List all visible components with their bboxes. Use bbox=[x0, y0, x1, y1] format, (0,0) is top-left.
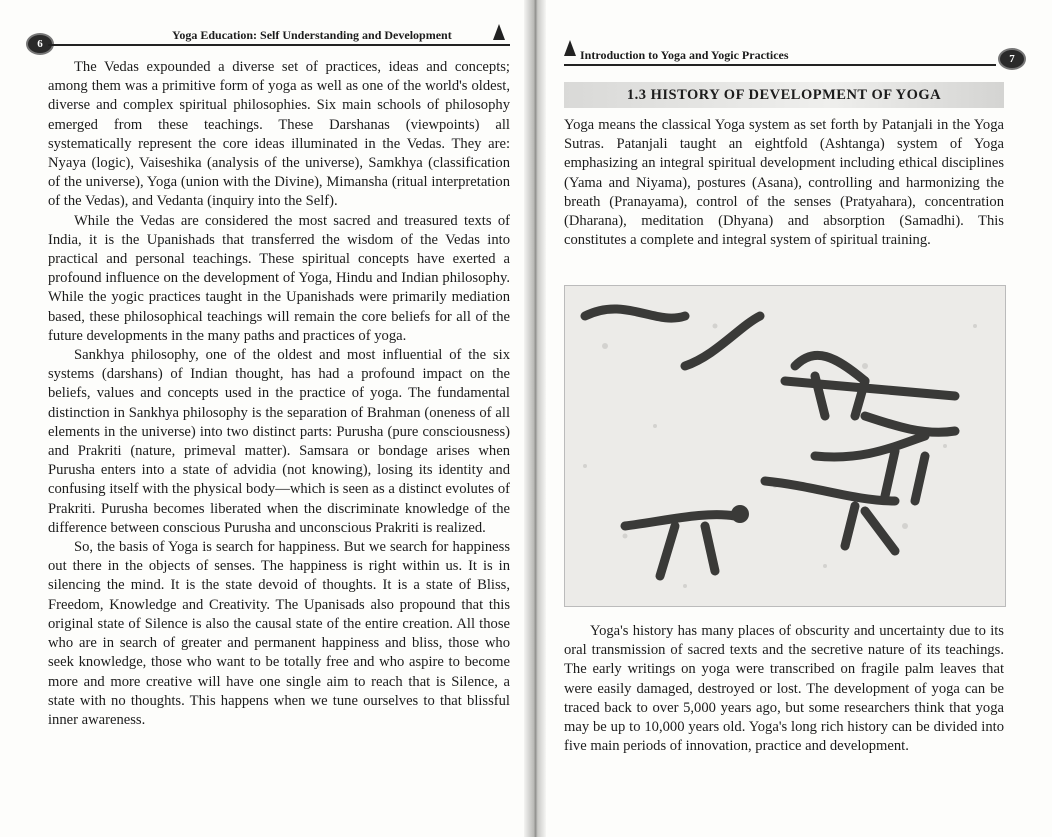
rock-painting-figure bbox=[564, 285, 1006, 607]
right-page bbox=[546, 0, 1052, 837]
page-number-badge: 6 bbox=[26, 33, 54, 55]
paragraph: Sankhya philosophy, one of the oldest and most influential of the six systems (darshans) of Indian thought, has had a profound impact on the beliefs, values and concepts used in the practice of yoga. The fundamental distinction in Sankhya philosophy is the separation of Brahman (oneness of all elements in the universe) into two distinct parts: Purusha (pure consciousness) and Prakriti (nature, primeval matter). Samsara or bondage arises when Purusha enters into a state of advidia (not knowing), losing its identity and confusing itself with the physical body—which is seen as a distinct evolutes of Prakriti. Purusha becomes liberated when the discriminate knowledge of the difference between conscious Purusha and unconscious Prakriti is realized. bbox=[48, 347, 510, 536]
left-body bbox=[48, 58, 510, 730]
paragraph: The Vedas expounded a diverse set of practices, ideas and concepts; among them was a primitive form of yoga as well as one of the world's oldest, diverse and complex spiritual philosophies. Six main schools of philosophy emerged from these teachings. These Darshanas (viewpoints) all systematically represent the core ideas illuminated in the Vedas. They are: Nyaya (logic), Vaiseshika (analysis of the universe), Samkhya (classification of the universe), Yoga (union with the Divine), Mimansha (ritual interpretation of the Vedas), and Vedanta (inquiry into the Self). bbox=[48, 59, 510, 210]
rock-painting-illustration bbox=[565, 286, 1005, 606]
left-page bbox=[0, 0, 524, 837]
paragraph: Yoga's history has many places of obscurity and uncertainty due to its oral transmission of sacred texts and the secretive nature of its teachings. The early writings on yoga were transcribed on fragile palm leaves that were easily damaged, destroyed or lost. The development of yoga can be traced back to over 5,000 years ago, but some researchers think that yoga may be up to 10,000 years old. Yoga's long rich history can be divided into five main periods of innovation, practice and development. bbox=[564, 623, 1004, 755]
paragraph: While the Vedas are considered the most sacred and treasured texts of India, it is the Upanishads that transferred the wisdom of the Vedas into practical and personal teachings. These spiritual concepts have exerted a profound influence on the development of Yoga, Hindu and Indian philosophy. While the yogic practices taught in the Upanishads were primarily mediation based, these philosophical teachings will remain the core beliefs for all of the future developments in the many paths and practices of yoga. bbox=[48, 212, 510, 344]
history-body bbox=[564, 622, 1004, 756]
page-number-badge: 7 bbox=[998, 48, 1026, 70]
lamp-icon bbox=[564, 40, 576, 56]
section-title: 1.3 HISTORY OF DEVELOPMENT OF YOGA bbox=[564, 82, 1004, 108]
paragraph: Yoga means the classical Yoga system as set forth by Patanjali in the Yoga Sutras. Patanjali taught an eightfold (Ashtanga) system of Yoga emphasizing an integral spiritual development including ethical disciplines (Yama and Niyama), postures (Asana), controlling and harmonizing the breath (Pranayama), control of the senses (Pratyahara), concentration (Dharana), meditation (Dhyana) and absorption (Samadhi). This constitutes a complete and integral system of spiritual training. bbox=[564, 117, 1004, 249]
running-header: Yoga Education: Self Understanding and Development bbox=[172, 28, 452, 42]
paragraph: So, the basis of Yoga is search for happiness. But we search for happiness out there in the objects of senses. The happiness is right within us. It is in silencing the mind. It is the state devoid of thoughts. It is a state of Bliss, Freedom, Knowledge and Creativity. The Upanisads also propound that this original state of Silence is also the causal state of the entire creation. All those who are in search of greater and permanent happiness and bliss, those who seek knowledge, those who want to be totally free and who aspire to become more and more creative will have one single aim to reach that is Silence, a state with no thoughts. This happens when we tune ourselves to that blissful inner awareness. bbox=[48, 539, 510, 728]
header-rule bbox=[564, 64, 996, 66]
book-gutter bbox=[524, 0, 546, 837]
intro-body bbox=[564, 116, 1004, 250]
header-rule bbox=[48, 44, 510, 46]
running-header: Introduction to Yoga and Yogic Practices bbox=[580, 48, 789, 62]
lamp-icon bbox=[493, 24, 505, 40]
